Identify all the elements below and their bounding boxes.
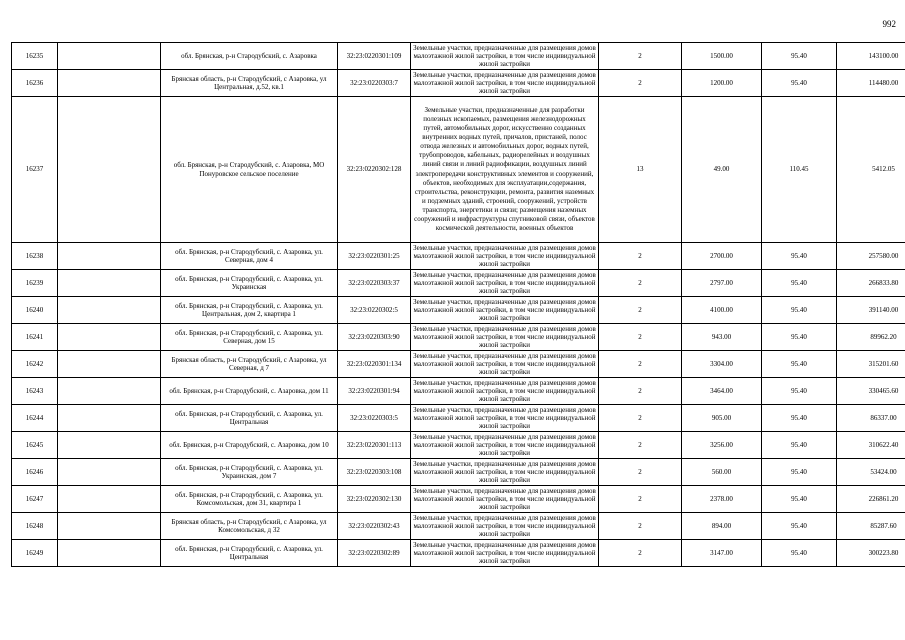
cell-specific-value: 95.40: [762, 486, 837, 513]
cell-empty: [58, 486, 161, 513]
cell-area: 3464.00: [682, 378, 762, 405]
land-registry-table: [11, 42, 905, 567]
cell-address: Брянская область, р-н Стародубский, с Азаровка, ул Центральная, д.52, кв.1: [161, 70, 338, 97]
cell-area: 3256.00: [682, 432, 762, 459]
cell-address: обл. Брянская, р-н Стародубский, с. Азаровка, ул. Центральная, дом 2, квартира 1: [161, 297, 338, 324]
table-row: [12, 243, 905, 270]
cell-record-number: 16243: [12, 378, 58, 405]
cell-address: обл. Брянская, р-н Стародубский, с. Азаровка, МО Понуровское сельское поселение: [161, 97, 338, 243]
cell-land-purpose: Земельные участки, предназначенные для размещения домов малоэтажной жилой застройки, в том числе индивидуальной жилой застройки: [411, 405, 599, 432]
cell-specific-value: 95.40: [762, 297, 837, 324]
table-row: [12, 459, 905, 486]
cell-area: 1200.00: [682, 70, 762, 97]
cell-record-number: 16240: [12, 297, 58, 324]
cell-specific-value: 95.40: [762, 405, 837, 432]
cell-area: 49.00: [682, 97, 762, 243]
cell-area: 3304.00: [682, 351, 762, 378]
cell-cadastral-number: 32:23:0220302:5: [338, 297, 411, 324]
cell-group-code: 2: [599, 540, 682, 567]
cell-record-number: 16246: [12, 459, 58, 486]
cell-record-number: 16236: [12, 70, 58, 97]
cell-area: 2797.00: [682, 270, 762, 297]
cell-address: обл. Брянская, р-н Стародубский, с. Азаровка, дом 10: [161, 432, 338, 459]
cell-group-code: 2: [599, 486, 682, 513]
cell-specific-value: 95.40: [762, 243, 837, 270]
cell-land-purpose: Земельные участки, предназначенные для размещения домов малоэтажной жилой застройки, в том числе индивидуальной жилой застройки: [411, 270, 599, 297]
table-row: [12, 43, 905, 70]
cell-land-purpose: Земельные участки, предназначенные для размещения домов малоэтажной жилой застройки, в том числе индивидуальной жилой застройки: [411, 459, 599, 486]
cell-area: 1500.00: [682, 43, 762, 70]
cell-area: 3147.00: [682, 540, 762, 567]
cell-record-number: 16235: [12, 43, 58, 70]
cell-empty: [58, 70, 161, 97]
cell-empty: [58, 270, 161, 297]
cell-empty: [58, 513, 161, 540]
cell-record-number: 16237: [12, 97, 58, 243]
cell-address: обл. Брянская, р-н Стародубский, с. Азаровка, ул. Центральная: [161, 405, 338, 432]
cell-cadastral-number: 32:23:0220302:130: [338, 486, 411, 513]
cell-cadastral-number: 32:23:0220301:94: [338, 378, 411, 405]
cell-land-purpose: Земельные участки, предназначенные для размещения домов малоэтажной жилой застройки, в том числе индивидуальной жилой застройки: [411, 243, 599, 270]
cell-area: 905.00: [682, 405, 762, 432]
table-row: [12, 513, 905, 540]
cell-group-code: 2: [599, 324, 682, 351]
cell-address: обл. Брянская, р-н Стародубский, с. Азаровка, дом 11: [161, 378, 338, 405]
cell-cadastral-number: 32:23:0220303:90: [338, 324, 411, 351]
cell-record-number: 16239: [12, 270, 58, 297]
cell-land-purpose: Земельные участки, предназначенные для размещения домов малоэтажной жилой застройки, в том числе индивидуальной жилой застройки: [411, 43, 599, 70]
table-row: [12, 432, 905, 459]
cell-land-purpose: Земельные участки, предназначенные для размещения домов малоэтажной жилой застройки, в том числе индивидуальной жилой застройки: [411, 351, 599, 378]
cell-cadastral-value: 315201.60: [837, 351, 905, 378]
cell-record-number: 16244: [12, 405, 58, 432]
cell-land-purpose: Земельные участки, предназначенные для размещения домов малоэтажной жилой застройки, в том числе индивидуальной жилой застройки: [411, 378, 599, 405]
cell-cadastral-number: 32:23:0220301:134: [338, 351, 411, 378]
cell-group-code: 2: [599, 70, 682, 97]
cell-record-number: 16242: [12, 351, 58, 378]
cell-cadastral-value: 391140.00: [837, 297, 905, 324]
cell-land-purpose: Земельные участки, предназначенные для размещения домов малоэтажной жилой застройки, в том числе индивидуальной жилой застройки: [411, 486, 599, 513]
cell-land-purpose: Земельные участки, предназначенные для размещения домов малоэтажной жилой застройки, в том числе индивидуальной жилой застройки: [411, 540, 599, 567]
cell-group-code: 2: [599, 432, 682, 459]
cell-empty: [58, 97, 161, 243]
table-row: [12, 270, 905, 297]
cell-group-code: 2: [599, 513, 682, 540]
table-row: [12, 540, 905, 567]
cell-empty: [58, 324, 161, 351]
cell-specific-value: 95.40: [762, 459, 837, 486]
cell-cadastral-value: 5412.05: [837, 97, 905, 243]
cell-group-code: 2: [599, 459, 682, 486]
cell-land-purpose: Земельные участки, предназначенные для размещения домов малоэтажной жилой застройки, в том числе индивидуальной жилой застройки: [411, 432, 599, 459]
cell-address: обл. Брянская, р-н Стародубский, с. Азаровка: [161, 43, 338, 70]
table-row: [12, 378, 905, 405]
cell-group-code: 2: [599, 378, 682, 405]
cell-group-code: 13: [599, 97, 682, 243]
cell-cadastral-number: 32:23:0220302:89: [338, 540, 411, 567]
cell-cadastral-number: 32:23:0220302:43: [338, 513, 411, 540]
cell-land-purpose: Земельные участки, предназначенные для разработки полезных ископаемых, размещения железнодорожных путей, автомобильных дорог, искусственно созданных внутренних водных путей, причалов, пристаней, полос отвода железных и автомобильных дорог, водных путей, трубопроводов, кабельных, радиорелейных и воздушных линий связи и линий радиофикации, воздушных линий электропередачи конструктивных элементов и сооружений, объектов, необходимых для эксплуатации,содержания, строительства, реконструкции, ремонта, развития наземных и подземных зданий, строений, сооружений, устройств транспорта, энергетики и связи; размещения наземных сооружений и инфраструктуры спутниковой связи, объектов космической деятельности, военных объектов: [411, 97, 599, 243]
cell-cadastral-value: 257580.00: [837, 243, 905, 270]
cell-empty: [58, 243, 161, 270]
cell-area: 943.00: [682, 324, 762, 351]
cell-record-number: 16241: [12, 324, 58, 351]
cell-empty: [58, 43, 161, 70]
cell-record-number: 16245: [12, 432, 58, 459]
cell-empty: [58, 351, 161, 378]
cell-cadastral-number: 32:23:0220301:113: [338, 432, 411, 459]
cell-area: 560.00: [682, 459, 762, 486]
cell-area: 4100.00: [682, 297, 762, 324]
cell-cadastral-value: 143100.00: [837, 43, 905, 70]
cell-empty: [58, 378, 161, 405]
cell-specific-value: 95.40: [762, 540, 837, 567]
cell-record-number: 16248: [12, 513, 58, 540]
cell-specific-value: 95.40: [762, 432, 837, 459]
cell-cadastral-value: 86337.00: [837, 405, 905, 432]
cell-cadastral-value: 226861.20: [837, 486, 905, 513]
cell-record-number: 16247: [12, 486, 58, 513]
cell-specific-value: 110.45: [762, 97, 837, 243]
cell-cadastral-value: 300223.80: [837, 540, 905, 567]
cell-group-code: 2: [599, 243, 682, 270]
cell-group-code: 2: [599, 270, 682, 297]
cell-address: Брянская область, р-н Стародубский, с Азаровка, ул Северная, д 7: [161, 351, 338, 378]
cell-specific-value: 95.40: [762, 378, 837, 405]
cell-address: Брянская область, р-н Стародубский, с Азаровка, ул Комсомольская, д 32: [161, 513, 338, 540]
cell-area: 2378.00: [682, 486, 762, 513]
cell-cadastral-number: 32:23:0220303:7: [338, 70, 411, 97]
cell-cadastral-value: 114480.00: [837, 70, 905, 97]
table-row: [12, 405, 905, 432]
cell-cadastral-number: 32:23:0220303:37: [338, 270, 411, 297]
cell-land-purpose: Земельные участки, предназначенные для размещения домов малоэтажной жилой застройки, в том числе индивидуальной жилой застройки: [411, 70, 599, 97]
cell-specific-value: 95.40: [762, 43, 837, 70]
table-row: [12, 324, 905, 351]
cell-empty: [58, 540, 161, 567]
cell-area: 894.00: [682, 513, 762, 540]
cell-cadastral-number: 32:23:0220301:25: [338, 243, 411, 270]
cell-specific-value: 95.40: [762, 324, 837, 351]
table-row: [12, 297, 905, 324]
cell-land-purpose: Земельные участки, предназначенные для размещения домов малоэтажной жилой застройки, в том числе индивидуальной жилой застройки: [411, 297, 599, 324]
cell-specific-value: 95.40: [762, 270, 837, 297]
cell-cadastral-value: 89962.20: [837, 324, 905, 351]
cell-address: обл. Брянская, р-н Стародубский, с. Азаровка, ул. Украинская: [161, 270, 338, 297]
cell-group-code: 2: [599, 297, 682, 324]
cell-address: обл. Брянская, р-н Стародубский, с. Азаровка, ул. Украинская, дом 7: [161, 459, 338, 486]
cell-cadastral-number: 32:23:0220301:109: [338, 43, 411, 70]
cell-cadastral-value: 53424.00: [837, 459, 905, 486]
cell-cadastral-value: 85287.60: [837, 513, 905, 540]
cell-cadastral-value: 310622.40: [837, 432, 905, 459]
cell-cadastral-number: 32:23:0220303:5: [338, 405, 411, 432]
table-row: [12, 351, 905, 378]
table-row: [12, 97, 905, 243]
cell-group-code: 2: [599, 351, 682, 378]
cell-empty: [58, 432, 161, 459]
cell-group-code: 2: [599, 43, 682, 70]
cell-empty: [58, 297, 161, 324]
cell-empty: [58, 459, 161, 486]
cell-land-purpose: Земельные участки, предназначенные для размещения домов малоэтажной жилой застройки, в том числе индивидуальной жилой застройки: [411, 324, 599, 351]
cell-record-number: 16249: [12, 540, 58, 567]
cell-address: обл. Брянская, р-н Стародубский, с. Азаровка, ул. Комсомольская, дом 31, квартира 1: [161, 486, 338, 513]
cell-area: 2700.00: [682, 243, 762, 270]
cell-group-code: 2: [599, 405, 682, 432]
cell-specific-value: 95.40: [762, 70, 837, 97]
page-number: 992: [882, 19, 896, 29]
table-body: [12, 43, 905, 567]
table-row: [12, 486, 905, 513]
cell-record-number: 16238: [12, 243, 58, 270]
cell-address: обл. Брянская, р-н Стародубский, с. Азаровка, ул. Центральная: [161, 540, 338, 567]
cell-cadastral-value: 330465.60: [837, 378, 905, 405]
cell-empty: [58, 405, 161, 432]
cell-cadastral-number: 32:23:0220302:128: [338, 97, 411, 243]
cell-cadastral-number: 32:23:0220303:108: [338, 459, 411, 486]
table-row: [12, 70, 905, 97]
cell-land-purpose: Земельные участки, предназначенные для размещения домов малоэтажной жилой застройки, в том числе индивидуальной жилой застройки: [411, 513, 599, 540]
cell-address: обл. Брянская, р-н Стародубский, с. Азаровка, ул. Северная, дом 4: [161, 243, 338, 270]
cell-address: обл. Брянская, р-н Стародубский, с. Азаровка, ул. Северная, дом 15: [161, 324, 338, 351]
cell-specific-value: 95.40: [762, 513, 837, 540]
cell-specific-value: 95.40: [762, 351, 837, 378]
cell-cadastral-value: 266833.80: [837, 270, 905, 297]
